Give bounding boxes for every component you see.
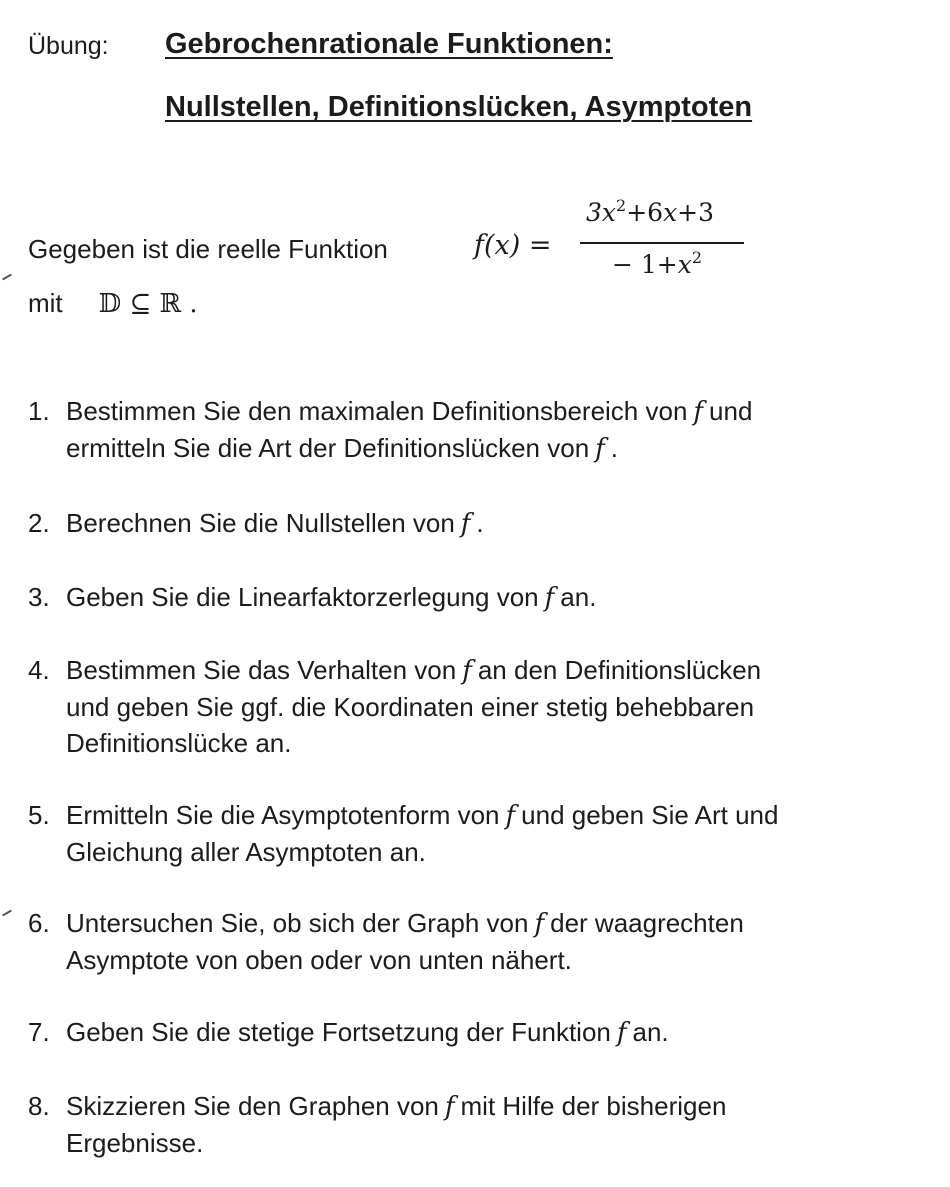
task-6: 6. Untersuchen Sie, ob sich der Graph von f der waagrechten Asymptote von oben oder von unten nähert. xyxy=(28,908,744,975)
task-8: 8. Skizzieren Sie den Graphen von f mit Hilfe der bisherigen Ergebnisse. xyxy=(28,1091,727,1158)
fraction-bar xyxy=(580,242,744,244)
domain-expression: 𝔻 ⊆ ℝ . xyxy=(98,289,198,319)
margin-mark xyxy=(2,274,12,281)
task-5: 5. Ermitteln Sie die Asymptotenform von f und geben Sie Art und Gleichung aller Asymptoten an. xyxy=(28,800,779,867)
task-3: 3. Geben Sie die Linearfaktorzerlegung von f an. xyxy=(28,582,597,613)
fraction-denominator: − $1+x^2$ xyxy=(612,248,703,279)
function-lhs: f(x) = xyxy=(474,230,552,261)
title-line-2: Nullstellen, Definitionslücken, Asymptoten xyxy=(165,91,753,123)
fraction-numerator: $3x^2+6x+3$ xyxy=(586,196,715,227)
margin-mark xyxy=(2,910,12,917)
given-text: Gegeben ist die reelle Funktion xyxy=(28,234,388,264)
task-7: 7. Geben Sie die stetige Fortsetzung der Funktion f an. xyxy=(28,1017,669,1048)
exercise-label: Übung: xyxy=(28,32,109,60)
task-1: 1. Bestimmen Sie den maximalen Definitionsbereich von f und ermitteln Sie die Art der Definitionslücken von f . xyxy=(28,396,753,464)
task-4: 4. Bestimmen Sie das Verhalten von f an den Definitionslücken und geben Sie ggf. die Koordinaten einer stetig behebbaren Definitionslücke an. xyxy=(28,655,762,758)
title-line-1: Gebrochenrationale Funktionen: xyxy=(165,28,613,60)
task-2: 2. Berechnen Sie die Nullstellen von f . xyxy=(28,508,484,539)
domain-line: mit 𝔻 ⊆ ℝ . xyxy=(28,288,198,319)
